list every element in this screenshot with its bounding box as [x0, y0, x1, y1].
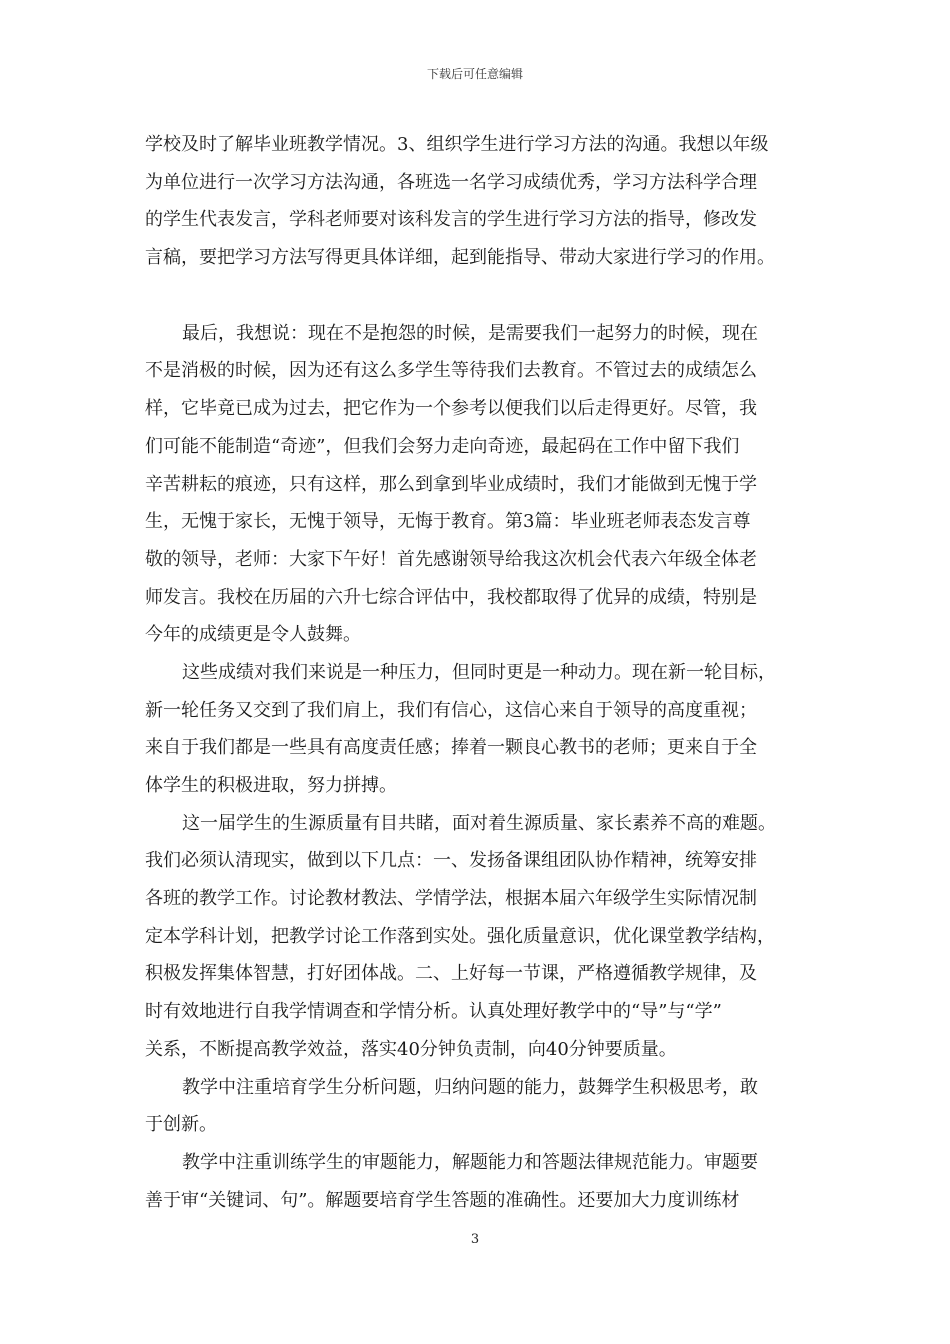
text-line: 新一轮任务又交到了我们肩上，我们有信心，这信心来自于领导的高度重视；	[145, 699, 757, 721]
text-line: 我们必须认清现实，做到以下几点：一、发扬备课组团队协作精神，统筹安排	[145, 850, 757, 872]
text-line: 学校及时了解毕业班教学情况。3、组织学生进行学习方法的沟通。我想以年级	[145, 134, 769, 155]
paragraph-4	[145, 805, 815, 1069]
text-line: 积极发挥集体智慧，打好团体战。二、上好每一节课，严格遵循教学规律，及	[145, 963, 757, 985]
text-line: 这一届学生的生源质量有目共睹，面对着生源质量、家长素养不高的难题。	[182, 812, 776, 834]
text-line: 时有效地进行自我学情调查和学情分析。认真处理好教学中的“导”与“学”	[145, 1001, 722, 1023]
text-line: 定本学科计划，把教学讨论工作落到实处。强化质量意识，优化课堂教学结构，	[145, 925, 775, 947]
paragraph-2	[145, 315, 815, 654]
text-line: 的学生代表发言，学科老师要对该科发言的学生进行学习方法的指导，修改发	[145, 209, 757, 231]
text-line: 为单位进行一次学习方法沟通，各班选一名学习成绩优秀，学习方法科学合理	[145, 171, 757, 193]
text-line: 各班的教学工作。讨论教材教法、学情学法，根据本届六年级学生实际情况制	[145, 888, 757, 910]
paragraph-3	[145, 654, 815, 805]
text-line: 不是消极的时候，因为还有这么多学生等待我们去教育。不管过去的成绩怎么	[145, 360, 757, 382]
text-line: 这些成绩对我们来说是一种压力，但同时更是一种动力。现在新一轮目标，	[182, 661, 776, 683]
text-line: 们可能不能制造“奇迹”，但我们会努力走向奇迹，最起码在工作中留下我们	[145, 435, 740, 457]
page-header: 下载后可任意编辑	[426, 67, 523, 81]
text-line: 辛苦耕耘的痕迹，只有这样，那么到拿到毕业成绩时，我们才能做到无愧于学	[145, 473, 757, 495]
text-line: 来自于我们都是一些具有高度责任感；捧着一颗良心教书的老师；更来自于全	[145, 737, 757, 759]
text-line: 最后，我想说：现在不是抱怨的时候，是需要我们一起努力的时候，现在	[182, 322, 758, 344]
paragraph-1	[145, 126, 815, 277]
text-line: 关系，不断提高教学效益，落实40分钟负责制，向40分钟要质量。	[145, 1038, 677, 1060]
text-line: 教学中注重训练学生的审题能力，解题能力和答题法律规范能力。审题要	[182, 1151, 758, 1173]
text-line: 善于审“关键词、句”。解题要培育学生答题的准确性。还要加大力度训练材	[145, 1189, 740, 1211]
text-line: 教学中注重培育学生分析问题，归纳问题的能力，鼓舞学生积极思考，敢	[182, 1076, 758, 1098]
text-line: 体学生的积极进取，努力拼搏。	[145, 775, 397, 796]
paragraph-5	[145, 1069, 815, 1144]
text-line: 师发言。我校在历届的六升七综合评估中，我校都取得了优异的成绩，特别是	[145, 586, 757, 608]
text-line: 生，无愧于家长，无愧于领导，无悔于教育。第3篇：毕业班老师表态发言尊	[145, 511, 751, 533]
paragraph-6	[145, 1144, 815, 1219]
text-line: 言稿，要把学习方法写得更具体详细，起到能指导、带动大家进行学习的作用。	[145, 247, 775, 269]
paragraph-gap	[145, 277, 815, 315]
text-line: 于创新。	[145, 1114, 217, 1136]
page-number: 3	[470, 1232, 480, 1247]
document-body	[145, 126, 815, 1219]
text-line: 今年的成绩更是令人鼓舞。	[145, 624, 361, 646]
text-line: 样，它毕竟已成为过去，把它作为一个参考以便我们以后走得更好。尽管，我	[145, 398, 757, 420]
text-line: 敬的领导，老师：大家下午好！首先感谢领导给我这次机会代表六年级全体老	[145, 548, 757, 570]
